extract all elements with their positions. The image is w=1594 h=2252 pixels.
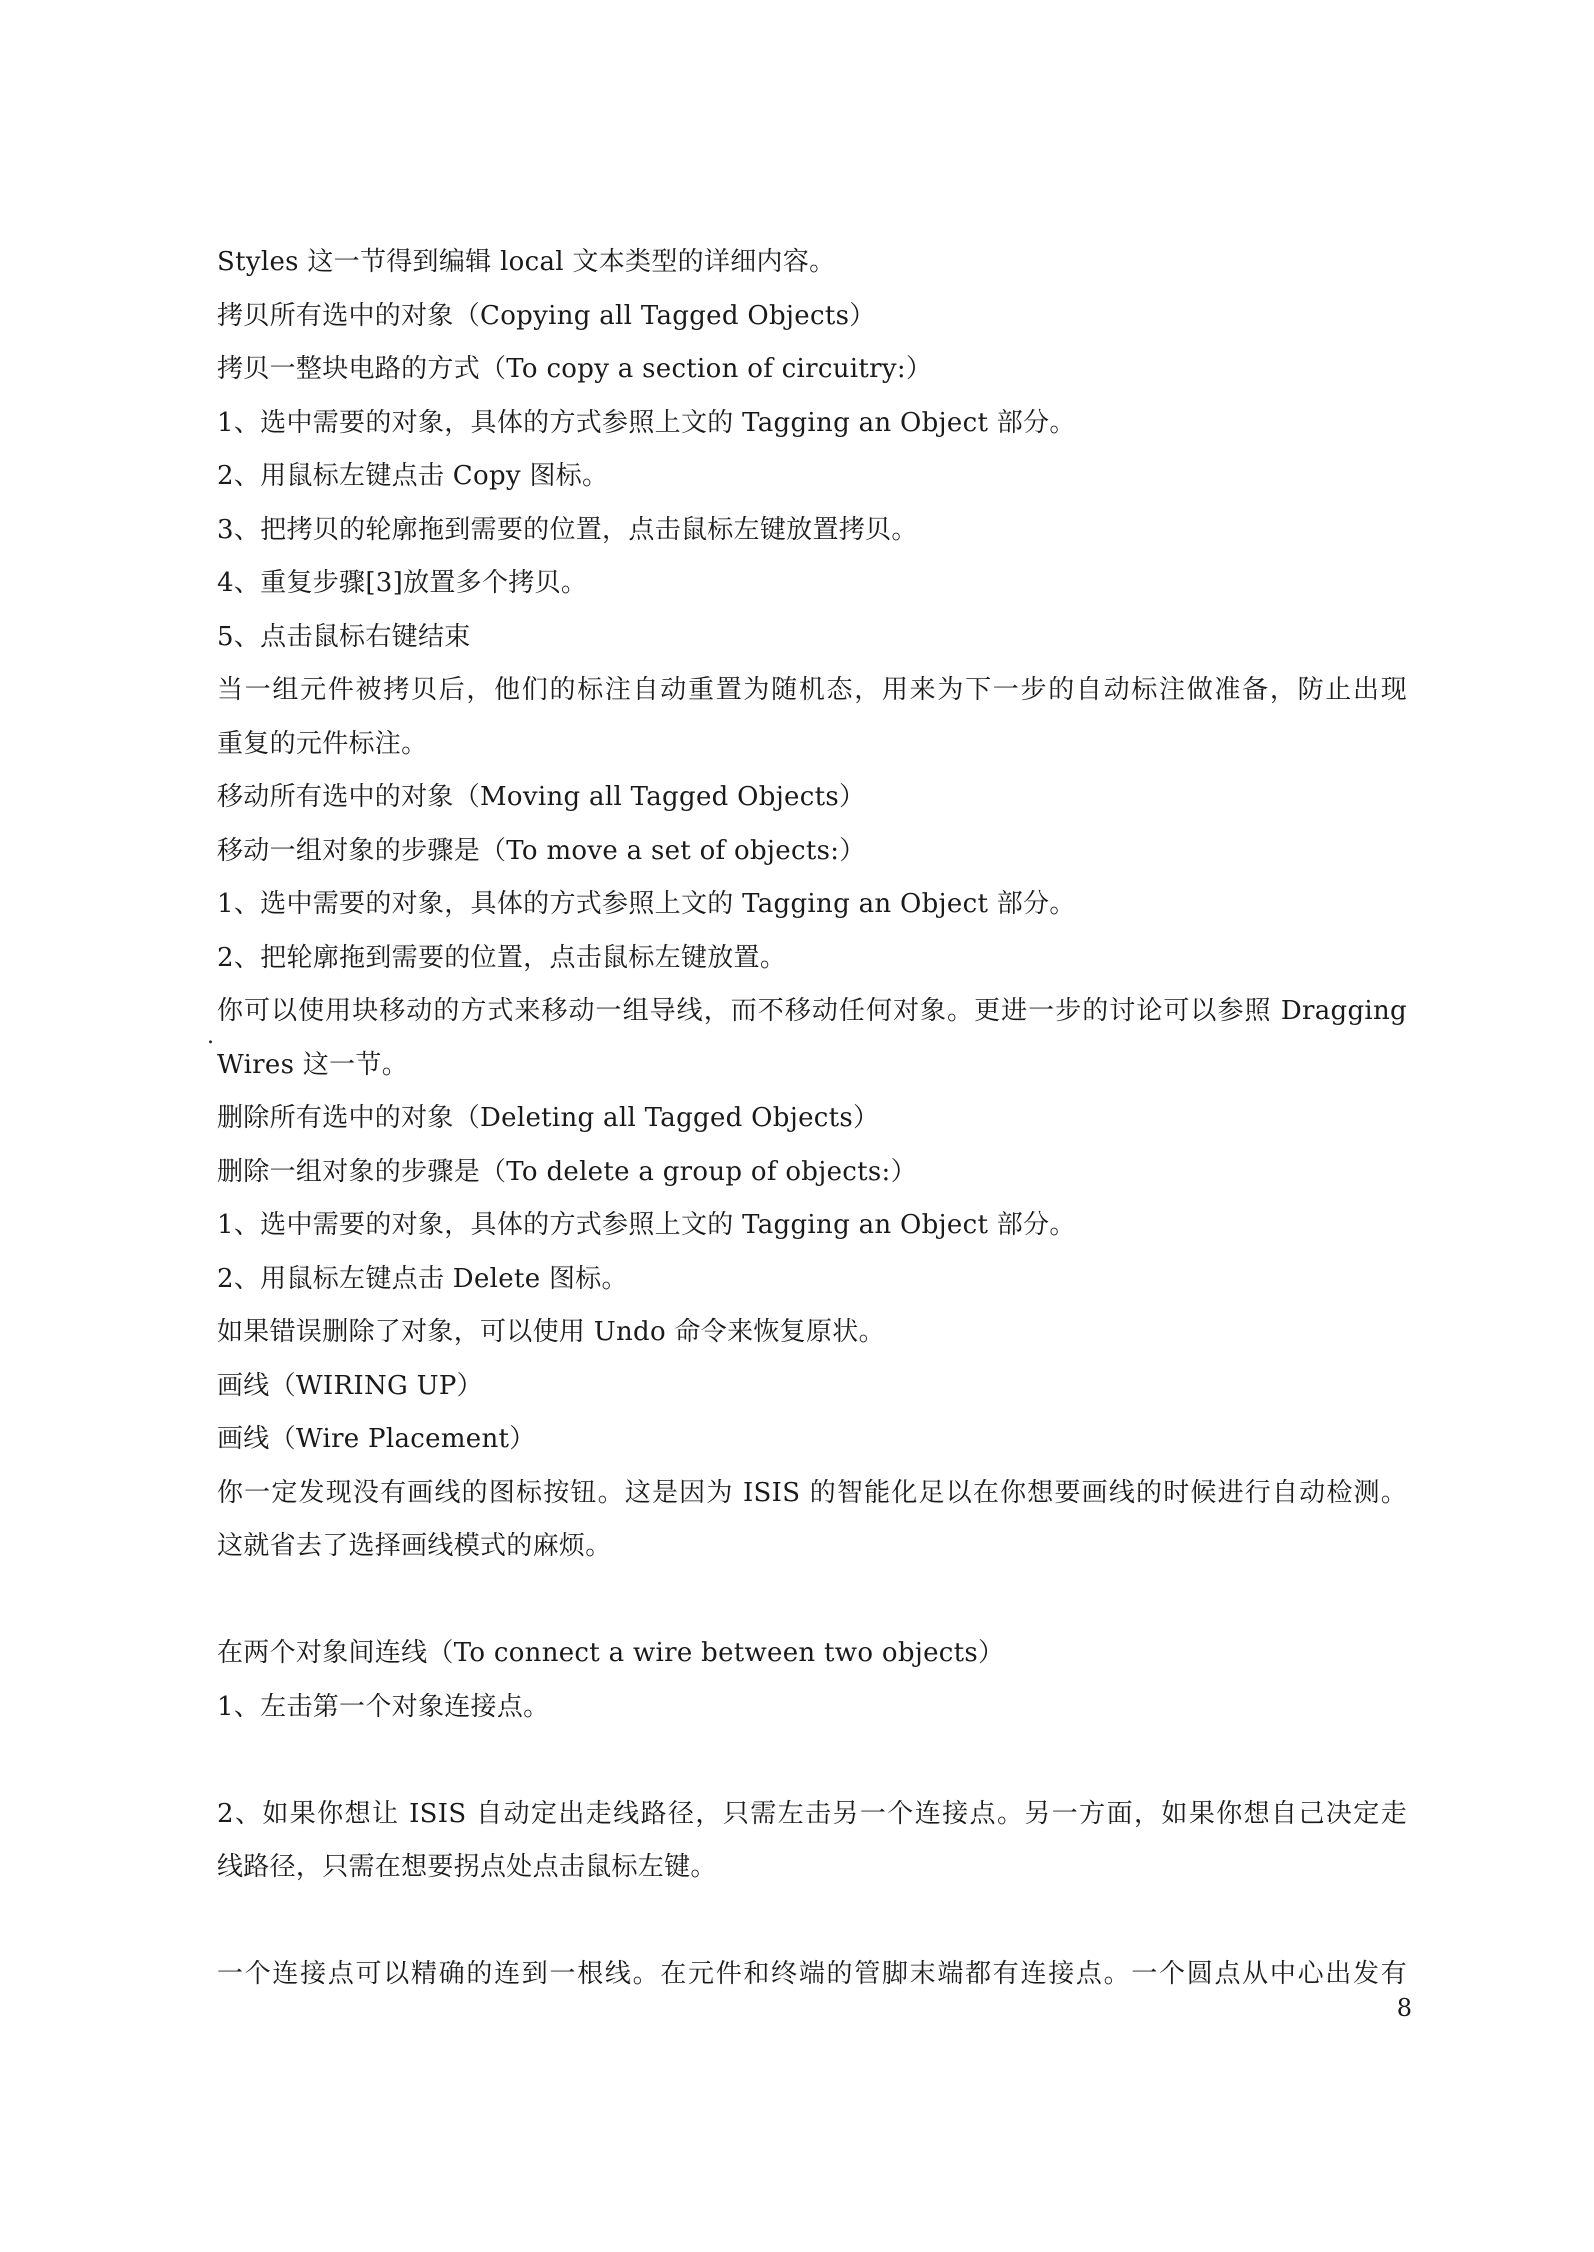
paragraph-line: 重复的元件标注。 bbox=[217, 728, 428, 759]
step-item: 1、选中需要的对象，具体的方式参照上文的 Tagging an Object 部分。 bbox=[217, 1210, 1076, 1240]
step-item: 2、把轮廓拖到需要的位置，点击鼠标左键放置。 bbox=[217, 942, 787, 973]
section-heading: 在两个对象间连线（To connect a wire between two objects） bbox=[217, 1638, 1005, 1668]
section-heading: 拷贝所有选中的对象（Copying all Tagged Objects） bbox=[217, 300, 876, 331]
step-item: 线路径，只需在想要拐点处点击鼠标左键。 bbox=[217, 1852, 717, 1882]
section-heading: 画线（WIRING UP） bbox=[217, 1370, 483, 1401]
paragraph-line: 一个连接点可以精确的连到一根线。在元件和终端的管脚末端都有连接点。一个圆点从中心出发有 bbox=[217, 1959, 1407, 1989]
section-heading: 删除所有选中的对象（Deleting all Tagged Objects） bbox=[217, 1103, 880, 1133]
body-text bbox=[217, 236, 1407, 2002]
paragraph-line: 这就省去了选择画线模式的麻烦。 bbox=[217, 1531, 612, 1561]
step-item: 4、重复步骤[3]放置多个拷贝。 bbox=[217, 568, 588, 598]
blank-line bbox=[217, 1574, 1407, 1628]
step-item: 1、选中需要的对象，具体的方式参照上文的 Tagging an Object 部分。 bbox=[217, 889, 1076, 919]
text-line: 拷贝一整块电路的方式（To copy a section of circuitry:） bbox=[217, 354, 933, 384]
text-line: 移动一组对象的步骤是（To move a set of objects:） bbox=[217, 835, 866, 866]
step-item: 2、用鼠标左键点击 Copy 图标。 bbox=[217, 461, 609, 491]
section-heading: 画线（Wire Placement） bbox=[217, 1424, 536, 1454]
paragraph-line: 当一组元件被拷贝后，他们的标注自动重置为随机态，用来为下一步的自动标注做准备，防止出现 bbox=[217, 675, 1407, 705]
step-item: 1、左击第一个对象连接点。 bbox=[217, 1691, 550, 1722]
text-line: 删除一组对象的步骤是（To delete a group of objects:） bbox=[217, 1156, 917, 1187]
step-item: 3、把拷贝的轮廓拖到需要的位置，点击鼠标左键放置拷贝。 bbox=[217, 514, 918, 545]
paragraph-line: 你可以使用块移动的方式来移动一组导线，而不移动任何对象。更进一步的讨论可以参照 Dragging bbox=[217, 996, 1407, 1026]
step-item: 2、如果你想让 ISIS 自动定出走线路径，只需左击另一个连接点。另一方面，如果你想自己决定走 bbox=[217, 1798, 1407, 1829]
section-heading: 移动所有选中的对象（Moving all Tagged Objects） bbox=[217, 782, 866, 812]
margin-mark: . bbox=[207, 1024, 214, 1049]
page-number: 8 bbox=[1396, 1994, 1412, 2022]
step-item: 5、点击鼠标右键结束 bbox=[217, 621, 471, 652]
paragraph-line: 如果错误删除了对象，可以使用 Undo 命令来恢复原状。 bbox=[217, 1317, 885, 1347]
step-item: 2、用鼠标左键点击 Delete 图标。 bbox=[217, 1263, 628, 1294]
paragraph-line: Wires 这一节。 bbox=[217, 1049, 409, 1080]
paragraph-line: 你一定发现没有画线的图标按钮。这是因为 ISIS 的智能化足以在你想要画线的时候进行自动检测。 bbox=[217, 1477, 1407, 1508]
step-item: 1、选中需要的对象，具体的方式参照上文的 Tagging an Object 部分。 bbox=[217, 407, 1076, 438]
text-line: Styles 这一节得到编辑 local 文本类型的详细内容。 bbox=[217, 247, 836, 277]
blank-line bbox=[217, 1895, 1407, 1949]
blank-line bbox=[217, 1734, 1407, 1788]
